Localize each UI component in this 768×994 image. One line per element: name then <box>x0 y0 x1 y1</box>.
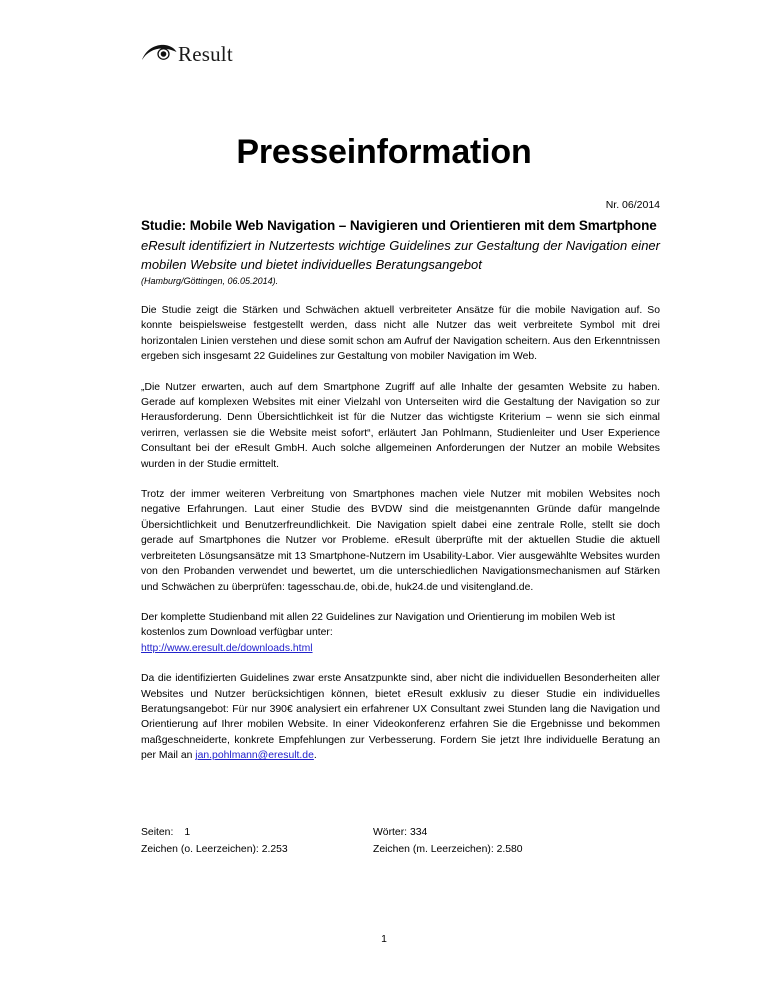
statistics-row-2 <box>141 841 660 858</box>
download-link[interactable]: http://www.eresult.de/downloads.html <box>141 642 313 654</box>
offer-paragraph <box>141 671 660 763</box>
download-paragraph <box>141 610 660 656</box>
pages-value: 1 <box>184 827 191 838</box>
footer-page-number: 1 <box>381 934 387 945</box>
article-dateline: (Hamburg/Göttingen, 06.05.2014). <box>141 276 279 286</box>
offer-paragraph-period: . <box>313 750 317 762</box>
article-paragraph-2: „Die Nutzer erwarten, auch auf dem Smartphone Zugriff auf alle Inhalte der gesamten Website zu haben. Gerade auf komplexen Websites mit einer Vielzahl von Unterseiten wird die Gestaltung der Navigation so zur Herausforderung. Denn Übersichtlichkeit ist für die Nutzer das wichtigste Kriterium – wenn sie sich einmal verirren, verlassen sie die Website meist sofort“, erläutert Jan Pohlmann, Studienleiter und User Experience Consultant bei der eResult GmbH. Auch solche allgemeinen Anforderungen der Nutzer an mobile Websites wurden in der Studie ermittelt. <box>141 381 660 470</box>
chars-with-spaces: Zeichen (m. Leerzeichen): 2.580 <box>373 844 523 855</box>
offer-paragraph-text: Da die identifizierten Guidelines zwar erste Ansatzpunkte sind, aber nicht die individuellen Besonderheiten aller Websites und Nutzer berücksichtigen können, bietet eResult exklusiv zu dieser Studie ein individuelles Beratungsangebot: Für nur 390€ analysiert ein erfahrener UX Consultant zwei Stunden lang die Navigation und Orientierung auf Ihrer mobilen Website. In einer Videokonferenz erfahren Sie die Ergebnisse und bekommen maßgeschneiderte, konkrete Empfehlungen zur Verbesserung. Fordern Sie jetzt Ihre individuelle Beratung an per Mail an <box>141 673 660 762</box>
download-paragraph-text: Der komplette Studienband mit allen 22 Guidelines zur Navigation und Orientierung im mobilen Web ist kostenlos zum Download verfügbar unter: <box>141 611 615 639</box>
article-paragraph-3: Trotz der immer weiteren Verbreitung von Smartphones machen viele Nutzer mit mobilen Websites noch negative Erfahrungen. Laut einer Studie des BVDW sind die meistgenannten Gründe dafür mangelnde Übersichtlichkeit und Benutzerfreundlichkeit. Die Navigation spielt dabei eine zentrale Rolle, stellt sie doch gerade auf Smartphones die Nutzer vor Probleme. eResult überprüfte mit der aktuellen Studie die aktuell verbreiteten Lösungsansätze mit 13 Smartphone-Nutzern im Usability-Labor. Vier ausgewählte Websites wurden von den Probanden verwendet und bewertet, um die unterschiedlichen Navigationsmechanismen auf Stärken und Schwächen zu überprüfen: tagesschau.de, obi.de, huk24.de und visitengland.de. <box>141 489 660 593</box>
pages-label: Seiten: <box>141 827 174 838</box>
article-headline: Studie: Mobile Web Navigation – Navigieren und Orientieren mit dem Smartphone <box>141 218 657 233</box>
article-content <box>141 216 660 764</box>
article-paragraph-1: Die Studie zeigt die Stärken und Schwächen aktuell verbreiteter Ansätze für die mobile Navigation auf. So konnte beispielsweise festgestellt werden, dass nicht alle Nutzer das weit verbreitete Symbol mit drei horizontalen Linien verstehen und diese somit schon am Aufruf der Navigation scheitern. Aus den Erkenntnissen ergeben sich insgesamt 22 Guidelines zur Gestaltung von mobiler Navigation im Web. <box>141 305 660 363</box>
page-title: Presseinformation <box>236 133 532 171</box>
contact-email-link[interactable]: jan.pohlmann@eresult.de <box>195 750 314 762</box>
statistics-row-1 <box>141 824 660 841</box>
eye-logo-icon <box>141 43 177 63</box>
eresult-logo <box>141 38 233 68</box>
article-subheadline: eResult identifiziert in Nutzertests wichtige Guidelines zur Gestaltung der Navigation einer mobilen Website und bietet individuelles Beratungsangebot <box>141 238 660 272</box>
words-count: Wörter: 334 <box>373 827 428 838</box>
chars-without-spaces: Zeichen (o. Leerzeichen): 2.253 <box>141 844 288 855</box>
statistics-pages <box>141 824 373 841</box>
document-statistics <box>141 824 660 858</box>
issue-number: Nr. 06/2014 <box>605 199 660 211</box>
logo-wordmark: Result <box>178 41 233 66</box>
